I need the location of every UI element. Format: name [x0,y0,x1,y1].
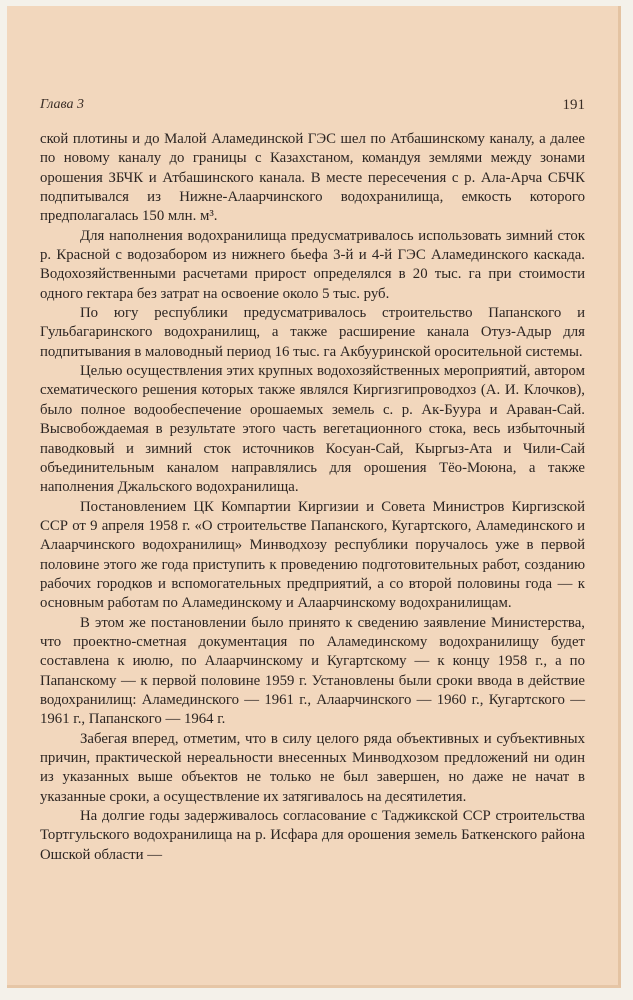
paragraph-4: Целью осуществления этих крупных водохозяйственных мероприятий, автором схематического решения которых также являлся Киргизгипроводхоз (А. И. Клочков), было полное водообеспечение орошаемых земель с. р. Ак-Буура и Араван-Сай. Высвобождаемая в результате этого часть вегетационного стока, весь избыточный паводковый и зимний сток источников Косуан-Сай, Кыргыз-Ата и Чили-Сай объединительным каналом направлялись для орошения Тёо-Моюна, а также наполнения Джальского водохранилища. [40,363,585,496]
chapter-title: Глава 3 [40,97,84,112]
paragraph-5: Постановлением ЦК Компартии Киргизии и Совета Министров Киргизской ССР от 9 апреля 1958 г. «О строительстве Папанского, Кугартского, Аламединского и Алаарчинского водохранилищ» Минводхозу республики поручалось уже в первой половине этого же года приступить к проведению подготовительных работ, созданию рабочих городков и вспомогательных предприятий, а со второй половины года — к основным работам по Аламединскому и Алаарчинскому водохранилищам. [40,498,585,612]
paragraph-2: Для наполнения водохранилища предусматривалось использовать зимний сток р. Красной с водозабором из нижнего бьефа 3-й и 4-й ГЭС Аламединского каскада. Водохозяйственными расчетами прирост определялся в 20 тыс. га при стоимости одного гектара без затрат на освоение около 5 тыс. руб. [40,227,585,302]
running-header [40,97,585,119]
page-body [40,130,585,865]
paragraph-1: ской плотины и до Малой Аламединской ГЭС шел по Атбашинскому каналу, а далее по новому каналу до границы с Казахстаном, командуя землями между зонами орошения ЗБЧК и Атбашинского канала. В месте пересечения с р. Ала-Арча СБЧК подпитывался из Нижне-Алаарчинского водохранилища, емкость которого предполагалась 150 млн. м³. [40,131,585,225]
paragraph-7: Забегая вперед, отметим, что в силу целого ряда объективных и субъективных причин, практической нереальности внесенных Минводхозом предложений ни один из указанных выше объектов не только не был завершен, но даже не начат в указанные сроки, а осуществление их затягивалось на десятилетия. [40,730,585,805]
paragraph-3: По югу республики предусматривалось строительство Папанского и Гульбагаринского водохранилищ, а также расширение канала Отуз-Адыр для подпитывания в маловодный период 16 тыс. га Акбууринской оросительной системы. [40,305,585,360]
page-number: 191 [562,97,585,113]
paragraph-6: В этом же постановлении было принято к сведению заявление Министерства, что проектно-сметная документация по Аламединскому водохранилищу будет составлена к июлю, по Алаарчинскому и Кугартскому — к концу 1958 г., а по Папанскому — к первой половине 1959 г. Установлены были сроки ввода в действие водохранилищ: Аламединского — 1961 г., Алаарчинского — 1960 г., Кугартского — 1961 г., Папанского — 1964 г. [40,614,585,728]
paragraph-8: На долгие годы задерживалось согласование с Таджикской ССР строительства Тортгульского водохранилища на р. Исфара для орошения земель Баткенского района Ошской области — [40,808,585,863]
